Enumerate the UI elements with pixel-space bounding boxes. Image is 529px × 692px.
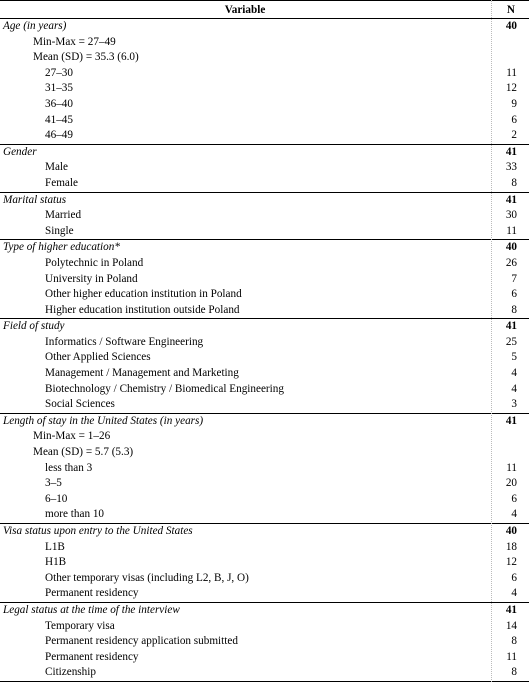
table-row (0, 461, 529, 477)
table-row (0, 272, 529, 288)
section-n: 41 (505, 193, 517, 206)
row-label: Higher education institution outside Poland (45, 303, 240, 316)
row-label: Permanent residency (45, 587, 139, 600)
table-body (0, 19, 529, 682)
row-label: 41–45 (45, 113, 73, 126)
row-value: 9 (511, 97, 517, 110)
row-value: 6 (511, 113, 517, 126)
row-label: 31–35 (45, 82, 73, 95)
table-row (0, 507, 529, 523)
table-row (0, 66, 529, 82)
row-label: Permanent residency (45, 650, 139, 663)
row-value: 25 (505, 335, 517, 348)
row-label: Married (45, 209, 82, 222)
table-header (0, 0, 529, 19)
row-label: more than 10 (45, 508, 105, 521)
table-row (0, 97, 529, 113)
row-label: Mean (SD) = 5.7 (5.3) (33, 446, 134, 459)
section-title-row (0, 240, 529, 256)
row-label: Female (45, 176, 78, 189)
row-label: University in Poland (45, 272, 138, 285)
table-row (0, 397, 529, 413)
table-row (0, 445, 529, 461)
row-value: 14 (505, 619, 517, 632)
row-value: 4 (511, 508, 517, 521)
table-row (0, 571, 529, 587)
row-label: Citizenship (45, 666, 96, 679)
row-label: less than 3 (45, 461, 93, 474)
row-value: 18 (505, 540, 517, 553)
section-n: 40 (505, 20, 517, 32)
table-section (0, 240, 529, 319)
section-title-row (0, 414, 529, 430)
section-n: 40 (505, 525, 517, 537)
row-label: 46–49 (45, 129, 73, 142)
section-title: Age (in years) (3, 20, 67, 32)
table-row (0, 224, 529, 240)
table-row (0, 429, 529, 445)
table-section (0, 414, 529, 524)
row-value: 6 (511, 571, 517, 584)
row-label: Informatics / Software Engineering (45, 335, 204, 348)
row-label: Other temporary visas (including L2, B, J, O) (45, 571, 249, 584)
table-row (0, 335, 529, 351)
table-row (0, 492, 529, 508)
section-n: 41 (505, 145, 517, 158)
column-divider (491, 0, 492, 682)
section-title: Length of stay in the United States (in years) (3, 414, 204, 427)
table-section (0, 319, 529, 414)
row-value: 30 (505, 209, 517, 222)
table-section (0, 524, 529, 603)
row-label: Biotechnology / Chemistry / Biomedical Engineering (45, 382, 284, 395)
row-label: 3–5 (45, 477, 62, 490)
table-row (0, 50, 529, 66)
row-value: 8 (511, 176, 517, 189)
section-title-row (0, 603, 529, 619)
table-row (0, 382, 529, 398)
table-row (0, 540, 529, 556)
row-value: 6 (511, 492, 517, 505)
row-label: Temporary visa (45, 619, 115, 632)
row-value: 4 (511, 367, 517, 380)
row-value: 4 (511, 382, 517, 395)
row-value: 8 (511, 635, 517, 648)
row-value: 4 (511, 587, 517, 600)
table-section (0, 19, 529, 145)
section-title: Type of higher education* (3, 241, 120, 254)
section-n: 41 (505, 603, 517, 616)
section-n: 41 (505, 414, 517, 427)
row-label: Polytechnic in Poland (45, 256, 144, 269)
section-title: Legal status at the time of the interview (3, 603, 180, 616)
section-title-row (0, 19, 529, 35)
row-label: H1B (45, 556, 67, 569)
table-row (0, 555, 529, 571)
row-label: Min-Max = 1–26 (33, 430, 111, 443)
row-value: 20 (505, 477, 517, 490)
row-label: Permanent residency application submitted (45, 635, 238, 648)
row-value: 5 (511, 351, 517, 364)
table-section (0, 145, 529, 193)
section-title: Visa status upon entry to the United States (3, 525, 193, 537)
table-row (0, 586, 529, 602)
row-value: 12 (505, 82, 517, 95)
header-variable: Variable (224, 4, 266, 16)
section-title-row (0, 524, 529, 540)
row-value: 8 (511, 666, 517, 679)
table-row (0, 650, 529, 666)
table-row (0, 303, 529, 319)
row-value: 2 (511, 129, 517, 142)
table-row (0, 665, 529, 681)
section-title: Field of study (3, 320, 65, 333)
table-row (0, 113, 529, 129)
row-value: 6 (511, 288, 517, 301)
table-row (0, 35, 529, 51)
row-label: 27–30 (45, 66, 73, 79)
table-row (0, 256, 529, 272)
row-label: Single (45, 224, 74, 237)
row-value: 7 (511, 272, 517, 285)
table-section (0, 603, 529, 682)
table-row (0, 81, 529, 97)
row-value: 11 (506, 461, 517, 474)
row-label: Male (45, 161, 68, 174)
table-row (0, 208, 529, 224)
table-row (0, 287, 529, 303)
row-value: 12 (505, 556, 517, 569)
row-label: Min-Max = 27–49 (33, 35, 116, 48)
row-value: 26 (505, 256, 517, 269)
header-n: N (506, 4, 515, 16)
row-value: 8 (511, 303, 517, 316)
row-value: 11 (506, 224, 517, 237)
row-label: Other higher education institution in Poland (45, 288, 242, 301)
row-value: 33 (505, 161, 517, 174)
section-title-row (0, 145, 529, 161)
row-value: 3 (511, 398, 517, 411)
table-row (0, 634, 529, 650)
table-row (0, 476, 529, 492)
section-n: 41 (505, 320, 517, 333)
table-row (0, 619, 529, 635)
row-label: Other Applied Sciences (45, 351, 151, 364)
table-row (0, 176, 529, 192)
row-label: 36–40 (45, 97, 73, 110)
table-section (0, 193, 529, 241)
row-label: Management / Management and Marketing (45, 367, 239, 380)
row-label: L1B (45, 540, 65, 553)
row-label: Social Sciences (45, 398, 115, 411)
table-row (0, 160, 529, 176)
section-title-row (0, 319, 529, 335)
row-label: 6–10 (45, 492, 68, 505)
section-n: 40 (505, 241, 517, 254)
row-label: Mean (SD) = 35.3 (6.0) (33, 51, 139, 64)
row-value: 11 (506, 650, 517, 663)
table-row (0, 128, 529, 144)
section-title-row (0, 193, 529, 209)
section-title: Marital status (3, 193, 67, 206)
row-value: 11 (506, 66, 517, 79)
table-row (0, 350, 529, 366)
section-title: Gender (3, 145, 37, 158)
table-row (0, 366, 529, 382)
